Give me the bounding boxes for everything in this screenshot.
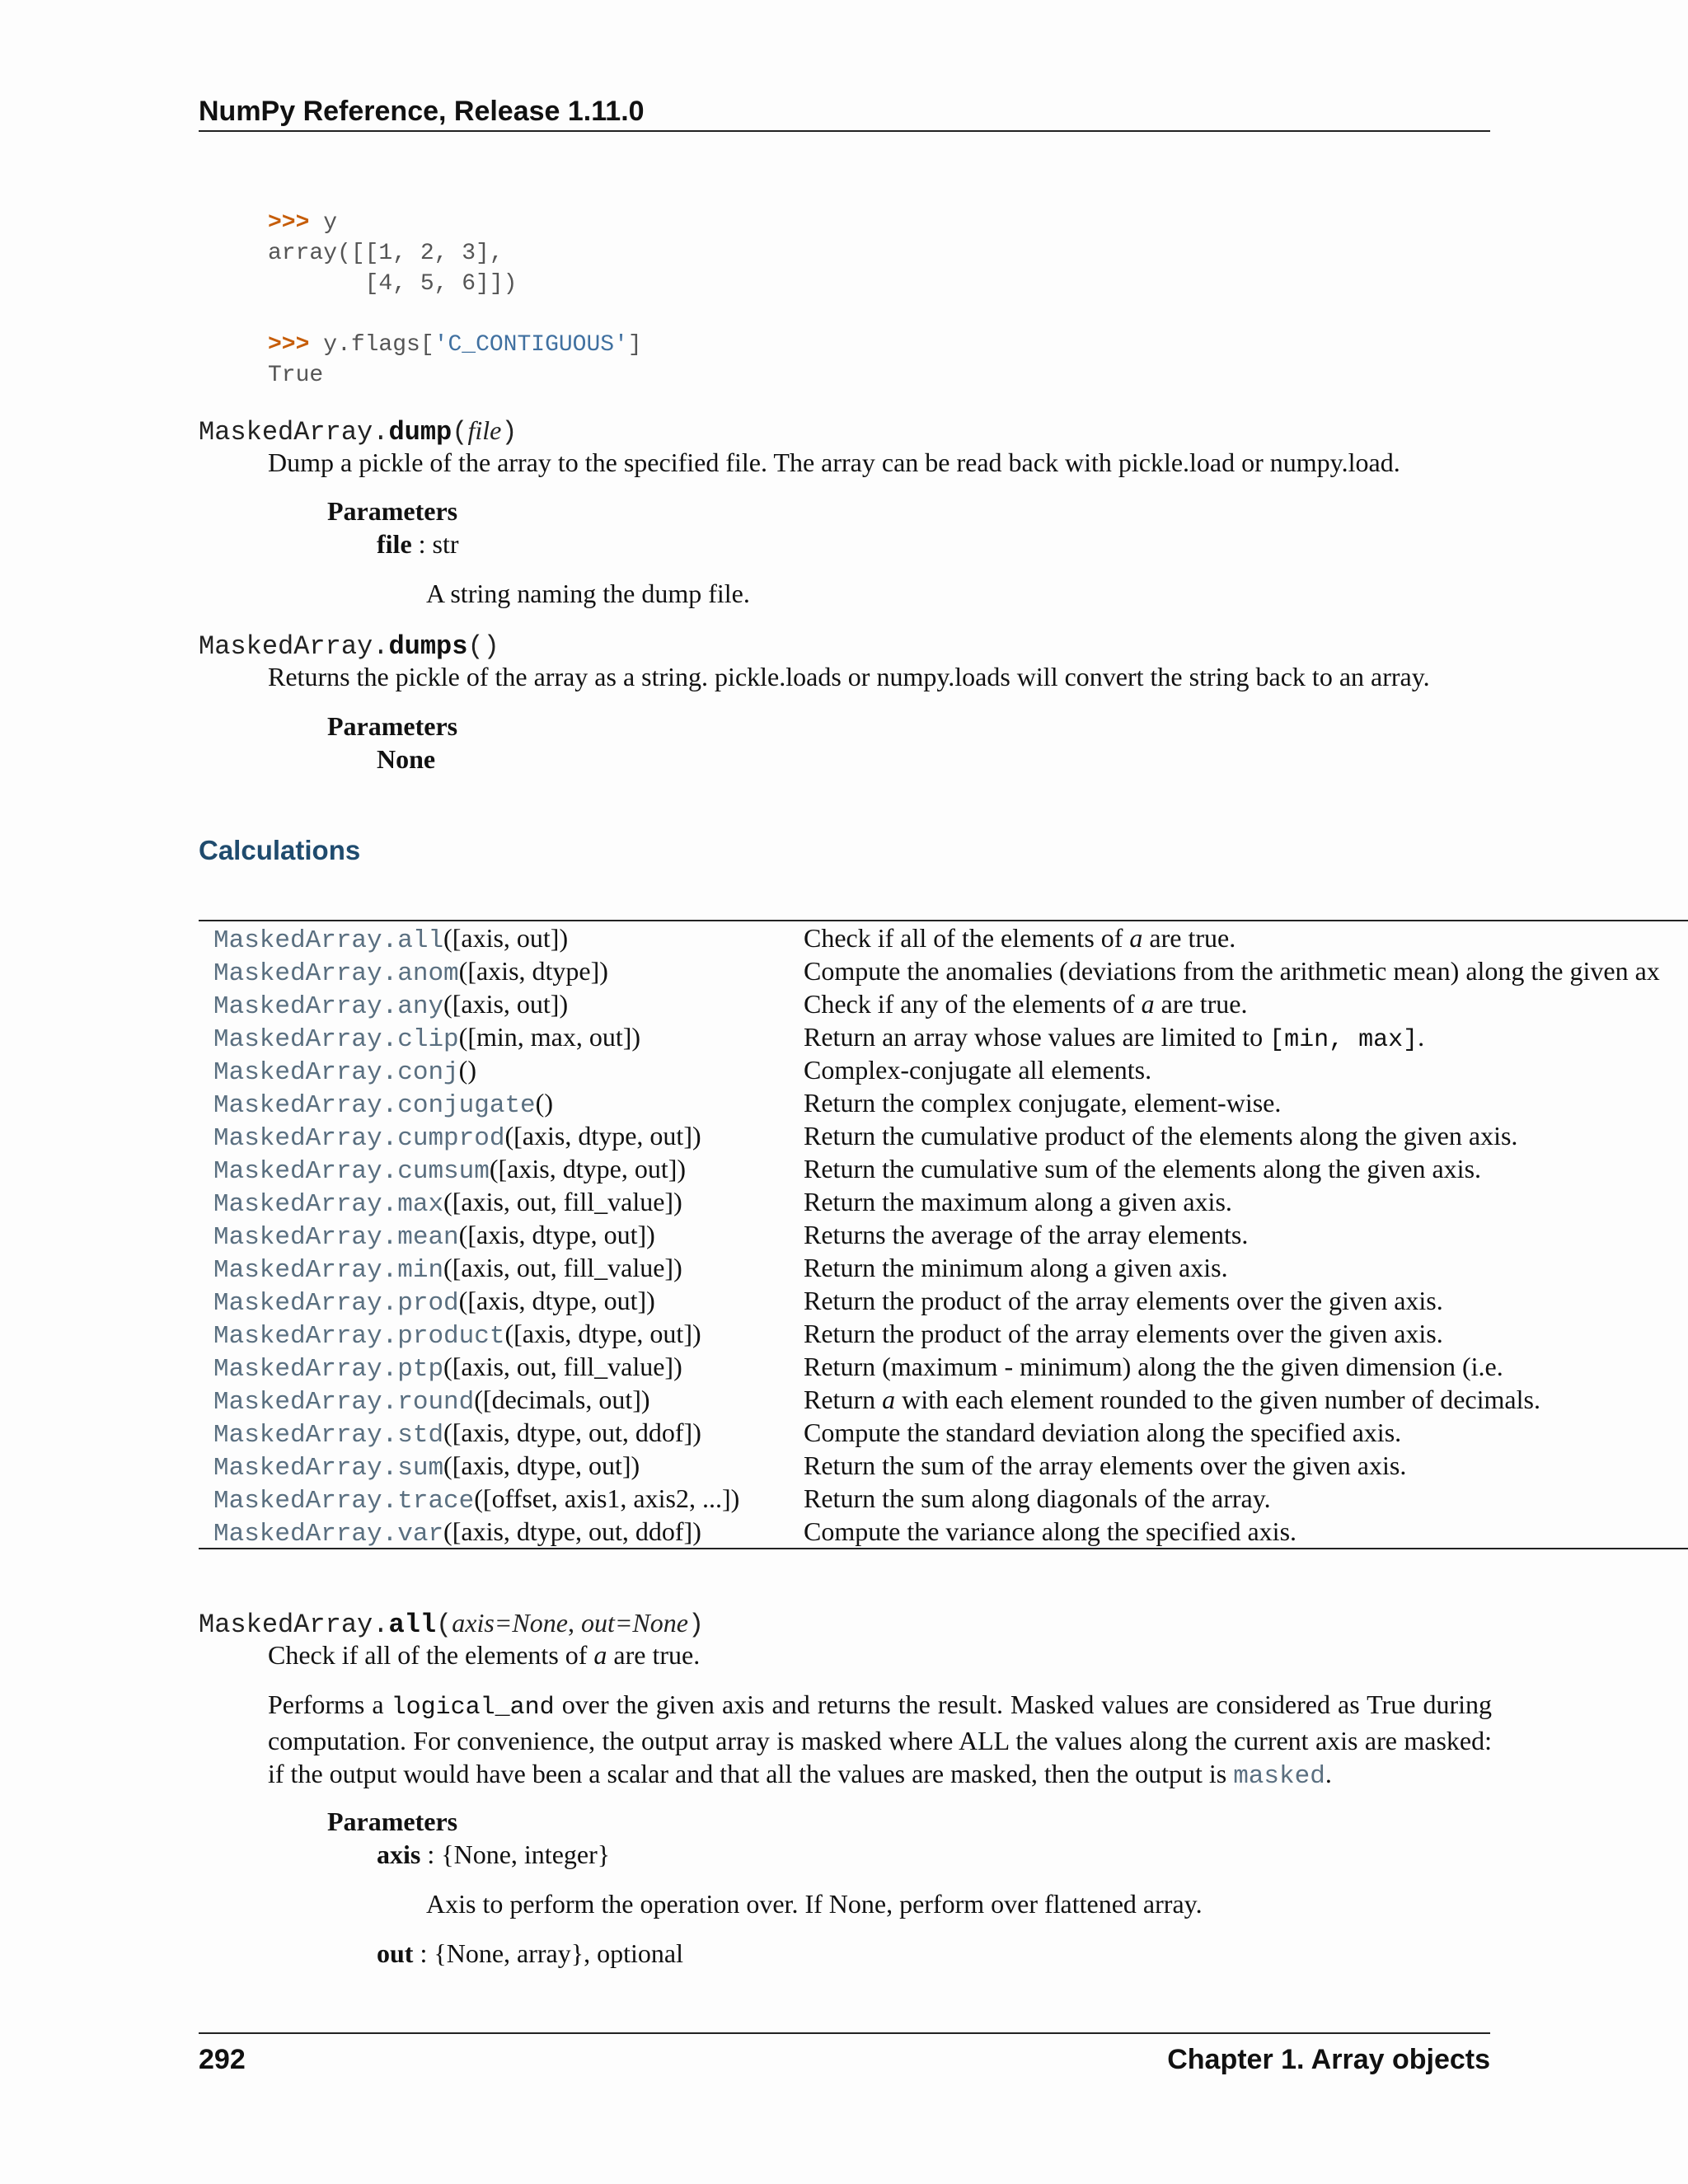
method-cell bbox=[213, 1284, 655, 1320]
method-args: () bbox=[458, 1055, 476, 1085]
summary-text: are true. bbox=[607, 1640, 701, 1670]
method-cell bbox=[213, 1350, 682, 1386]
method-link[interactable]: MaskedArray.any bbox=[213, 992, 444, 1021]
description-cell bbox=[804, 954, 1660, 987]
desc-text: Complex-conjugate all elements. bbox=[804, 1055, 1152, 1085]
description-cell bbox=[804, 1185, 1232, 1218]
table-row bbox=[199, 954, 1688, 987]
all-summary bbox=[268, 1638, 700, 1671]
table-row bbox=[199, 1449, 1688, 1482]
dumps-signature bbox=[199, 628, 499, 663]
method-cell bbox=[213, 1020, 640, 1057]
table-row bbox=[199, 1020, 1688, 1053]
desc-var: a bbox=[1141, 989, 1155, 1019]
class-name: MaskedArray. bbox=[199, 631, 389, 662]
desc-text: Return the cumulative sum of the elements along the given axis. bbox=[804, 1154, 1482, 1183]
method-cell bbox=[213, 1086, 553, 1122]
paren-open: ( bbox=[452, 417, 468, 448]
desc-text: are true. bbox=[1154, 989, 1248, 1019]
desc-text: Compute the anomalies (deviations from the arithmetic mean) along the given ax bbox=[804, 956, 1660, 986]
param-sep: : bbox=[411, 529, 433, 559]
description-cell bbox=[804, 1020, 1424, 1057]
desc-text: Return the sum along diagonals of the array. bbox=[804, 1483, 1271, 1513]
method-link[interactable]: MaskedArray.all bbox=[213, 926, 444, 955]
method-cell bbox=[213, 1317, 701, 1353]
method-cell bbox=[213, 1416, 701, 1452]
code-line: array([[1, 2, 3], bbox=[268, 241, 504, 266]
table-row bbox=[199, 1086, 1688, 1119]
table-row bbox=[199, 1119, 1688, 1152]
method-cell bbox=[213, 954, 608, 991]
param-name: out bbox=[377, 1938, 414, 1968]
table-row bbox=[199, 1482, 1688, 1515]
method-cell bbox=[213, 1383, 650, 1419]
method-args: ([offset, axis1, axis2, ...]) bbox=[474, 1483, 740, 1513]
method-args: ([axis, out]) bbox=[443, 923, 569, 953]
description-cell bbox=[804, 1482, 1271, 1515]
method-link[interactable]: MaskedArray.trace bbox=[213, 1487, 475, 1516]
desc-text: Return (maximum - minimum) along the the given dimension (i.e. bbox=[804, 1352, 1503, 1381]
table-row bbox=[199, 1185, 1688, 1218]
description-cell bbox=[804, 921, 1236, 954]
table-row bbox=[199, 1053, 1688, 1086]
paren-close: ) bbox=[687, 1610, 705, 1640]
description-cell bbox=[804, 987, 1247, 1020]
method-name: dump bbox=[388, 417, 452, 448]
table-row bbox=[199, 921, 1688, 954]
table-row bbox=[199, 987, 1688, 1020]
all-description bbox=[268, 1688, 1492, 1793]
method-link[interactable]: MaskedArray.var bbox=[213, 1520, 444, 1549]
table-row bbox=[199, 1152, 1688, 1185]
description-cell bbox=[804, 1251, 1228, 1284]
desc-text: . bbox=[1325, 1759, 1332, 1788]
summary-text: Check if all of the elements of bbox=[268, 1640, 594, 1670]
desc-text: Check if any of the elements of bbox=[804, 989, 1142, 1019]
param-description: A string naming the dump file. bbox=[426, 579, 750, 608]
desc-text: Check if all of the elements of bbox=[804, 923, 1130, 953]
method-link[interactable]: MaskedArray.product bbox=[213, 1322, 505, 1351]
method-cell bbox=[213, 1515, 701, 1551]
method-args: ([axis, out, fill_value]) bbox=[443, 1352, 682, 1381]
description-cell bbox=[804, 1284, 1443, 1317]
method-args: ([axis, dtype, out]) bbox=[504, 1121, 701, 1151]
table-row bbox=[199, 1416, 1688, 1449]
code-line: y bbox=[309, 210, 338, 236]
summary-var: a bbox=[593, 1640, 607, 1670]
method-args: ([axis, dtype, out]) bbox=[504, 1319, 701, 1348]
code-string: 'C_CONTIGUOUS' bbox=[434, 332, 628, 358]
desc-text: Return the product of the array elements over the given axis. bbox=[804, 1319, 1443, 1348]
method-args: ([axis, out, fill_value]) bbox=[443, 1253, 682, 1282]
table-body bbox=[199, 921, 1688, 1548]
method-link[interactable]: MaskedArray.min bbox=[213, 1256, 444, 1285]
method-link[interactable]: MaskedArray.cumsum bbox=[213, 1157, 490, 1186]
desc-text: Return the maximum along a given axis. bbox=[804, 1187, 1232, 1216]
calculations-table bbox=[199, 920, 1688, 1549]
all-signature bbox=[199, 1606, 704, 1642]
inline-code: logical_and bbox=[391, 1694, 555, 1722]
table-row bbox=[199, 1251, 1688, 1284]
method-args: ([axis, out, fill_value]) bbox=[443, 1187, 682, 1216]
parameters-label: Parameters bbox=[327, 496, 458, 526]
method-args: () bbox=[535, 1088, 553, 1118]
method-cell bbox=[213, 1482, 739, 1518]
desc-text: Return bbox=[804, 1385, 883, 1414]
method-cell bbox=[213, 1053, 476, 1090]
description-cell bbox=[804, 1515, 1296, 1548]
description-cell bbox=[804, 1053, 1151, 1086]
description-cell bbox=[804, 1416, 1401, 1449]
param-type: {None, array}, optional bbox=[434, 1938, 683, 1968]
code-line: [4, 5, 6]]) bbox=[268, 271, 518, 297]
method-arg: file bbox=[467, 415, 502, 445]
class-name: MaskedArray. bbox=[199, 1610, 389, 1640]
page-footer bbox=[199, 2032, 1490, 2083]
table-row bbox=[199, 1350, 1688, 1383]
method-args: ([min, max, out]) bbox=[458, 1022, 641, 1052]
method-args: ([axis, out]) bbox=[443, 989, 569, 1019]
description-cell bbox=[804, 1383, 1540, 1416]
param-type: str bbox=[432, 529, 459, 559]
method-link[interactable]: MaskedArray.anom bbox=[213, 959, 459, 988]
method-link[interactable]: MaskedArray.clip bbox=[213, 1025, 459, 1054]
method-link[interactable]: MaskedArray.max bbox=[213, 1190, 444, 1219]
desc-text: Return the product of the array elements over the given axis. bbox=[804, 1286, 1443, 1315]
method-link[interactable]: MaskedArray.prod bbox=[213, 1289, 459, 1318]
param-file bbox=[377, 527, 459, 560]
running-title: NumPy Reference, Release 1.11.0 bbox=[199, 96, 645, 127]
method-args: ([axis, dtype, out]) bbox=[458, 1220, 655, 1249]
method-arg: out=None bbox=[580, 1608, 688, 1638]
method-cell bbox=[213, 1218, 655, 1254]
method-args: ([axis, dtype, out]) bbox=[489, 1154, 687, 1183]
dump-description: Dump a pickle of the array to the specified file. The array can be read back with pickle.load or numpy.load. bbox=[268, 448, 1400, 477]
param-type: {None, integer} bbox=[441, 1840, 611, 1869]
table-row bbox=[199, 1284, 1688, 1317]
method-cell bbox=[213, 1251, 682, 1287]
parameters-label: Parameters bbox=[327, 1807, 458, 1836]
param-axis bbox=[377, 1838, 610, 1871]
page-number: 292 bbox=[199, 2044, 246, 2075]
description-cell bbox=[804, 1119, 1517, 1152]
parens: () bbox=[467, 631, 499, 662]
table-row bbox=[199, 1218, 1688, 1251]
dumps-description: Returns the pickle of the array as a string. pickle.loads or numpy.loads will convert the string back to an array. bbox=[268, 662, 1430, 691]
method-name: dumps bbox=[388, 631, 468, 662]
method-link[interactable]: MaskedArray.ptp bbox=[213, 1355, 444, 1384]
param-name: axis bbox=[377, 1840, 421, 1869]
param-name: file bbox=[377, 529, 412, 559]
inline-code: [min, max] bbox=[1269, 1026, 1418, 1054]
desc-text: Return the sum of the array elements over the given axis. bbox=[804, 1451, 1407, 1480]
method-link[interactable]: MaskedArray.conj bbox=[213, 1058, 459, 1087]
desc-text: Performs a bbox=[268, 1690, 392, 1719]
desc-text: Return an array whose values are limited to bbox=[804, 1022, 1270, 1052]
chapter-title: Chapter 1. Array objects bbox=[1167, 2044, 1490, 2075]
code-prompt: >>> bbox=[268, 332, 310, 358]
method-link[interactable]: MaskedArray.cumprod bbox=[213, 1124, 505, 1153]
param-none: None bbox=[377, 744, 436, 774]
parameters-label: Parameters bbox=[327, 711, 458, 741]
method-link[interactable]: MaskedArray.std bbox=[213, 1421, 444, 1450]
desc-text: Compute the variance along the specified axis. bbox=[804, 1516, 1297, 1546]
method-name: all bbox=[388, 1610, 437, 1640]
method-cell bbox=[213, 1185, 682, 1221]
method-arg: axis=None bbox=[452, 1608, 568, 1638]
table-row bbox=[199, 1317, 1688, 1350]
paren-open: ( bbox=[436, 1610, 452, 1640]
description-cell bbox=[804, 1317, 1443, 1350]
code-output: True bbox=[268, 363, 324, 388]
code-prompt: >>> bbox=[268, 210, 310, 236]
method-args: ([axis, dtype, out]) bbox=[458, 1286, 655, 1315]
method-cell bbox=[213, 1152, 686, 1188]
method-link[interactable]: MaskedArray.round bbox=[213, 1388, 475, 1417]
code-line: ] bbox=[627, 332, 642, 358]
param-sep: : bbox=[413, 1938, 434, 1968]
description-cell bbox=[804, 1086, 1281, 1119]
desc-text: . bbox=[1418, 1022, 1425, 1052]
table-row bbox=[199, 1383, 1688, 1416]
paren-close: ) bbox=[501, 417, 518, 448]
table-row bbox=[199, 1515, 1688, 1548]
arg-separator: , bbox=[567, 1608, 581, 1638]
desc-var: a bbox=[1129, 923, 1143, 953]
method-cell bbox=[213, 921, 568, 958]
method-cell bbox=[213, 1119, 701, 1155]
method-link[interactable]: MaskedArray.conjugate bbox=[213, 1091, 536, 1120]
description-cell bbox=[804, 1350, 1503, 1383]
param-sep: : bbox=[420, 1840, 442, 1869]
method-args: ([axis, dtype]) bbox=[458, 956, 608, 986]
page-header bbox=[199, 92, 1490, 132]
masked-link[interactable]: masked bbox=[1233, 1762, 1325, 1791]
desc-text: Returns the average of the array elements. bbox=[804, 1220, 1249, 1249]
method-args: ([axis, dtype, out, ddof]) bbox=[443, 1516, 701, 1546]
code-line: y.flags[ bbox=[309, 332, 434, 358]
description-cell bbox=[804, 1152, 1481, 1185]
method-args: ([decimals, out]) bbox=[474, 1385, 650, 1414]
desc-text: are true. bbox=[1142, 923, 1236, 953]
desc-text: Return the complex conjugate, element-wise. bbox=[804, 1088, 1282, 1118]
desc-text: over the given axis and returns the result. Masked values are considered as True during computation. For convenience, the output array is masked where ALL the values along the current axis are masked: if the output would have been a scalar and that all the values are masked, then the output is bbox=[268, 1690, 1493, 1788]
param-out bbox=[377, 1937, 683, 1970]
method-cell bbox=[213, 987, 568, 1024]
class-name: MaskedArray. bbox=[199, 417, 389, 448]
desc-text: Return the minimum along a given axis. bbox=[804, 1253, 1228, 1282]
dump-signature bbox=[199, 414, 518, 449]
method-args: ([axis, dtype, out]) bbox=[443, 1451, 640, 1480]
description-cell bbox=[804, 1218, 1248, 1251]
code-example bbox=[268, 208, 642, 391]
desc-var: a bbox=[882, 1385, 896, 1414]
description-cell bbox=[804, 1449, 1406, 1482]
param-description: Axis to perform the operation over. If None, perform over flattened array. bbox=[426, 1889, 1203, 1919]
desc-text: with each element rounded to the given number of decimals. bbox=[895, 1385, 1540, 1414]
desc-text: Compute the standard deviation along the specified axis. bbox=[804, 1418, 1402, 1447]
desc-text: Return the cumulative product of the elements along the given axis. bbox=[804, 1121, 1518, 1151]
method-link[interactable]: MaskedArray.sum bbox=[213, 1454, 444, 1483]
method-cell bbox=[213, 1449, 640, 1485]
section-heading: Calculations bbox=[199, 835, 361, 865]
method-link[interactable]: MaskedArray.mean bbox=[213, 1223, 459, 1252]
method-args: ([axis, dtype, out, ddof]) bbox=[443, 1418, 701, 1447]
